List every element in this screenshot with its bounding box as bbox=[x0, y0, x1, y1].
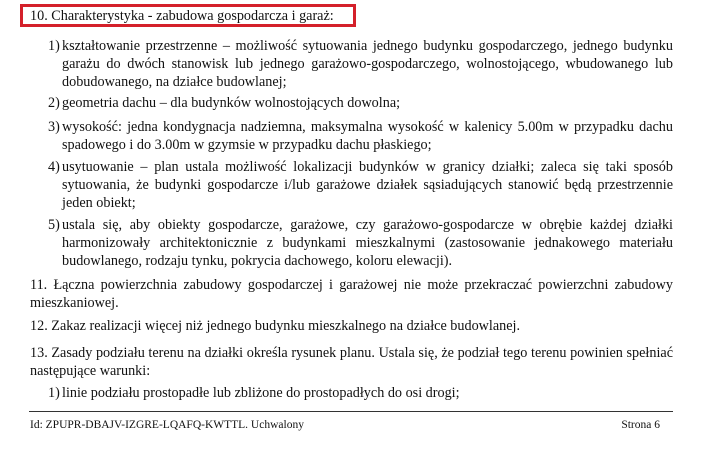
list-item-number: 4) bbox=[48, 159, 60, 175]
list-item-text: ustala się, aby obiekty gospodarcze, garażowe, czy garażowo-gospodarcze w obrębie każdej działki harmonizowały architektonicznie z budynkami mieszkalnymi (zastosowanie jednakowego materiału budowlanego, rodzaju tynku, pokrycia dachowego, koloru elewacji). bbox=[62, 217, 673, 269]
paragraph-text: 12. Zakaz realizacji więcej niż jednego budynku mieszkalnego na działce budowlanej. bbox=[30, 318, 521, 334]
list-item bbox=[48, 37, 673, 91]
footer-page-number: Strona 6 bbox=[621, 419, 660, 431]
list-item bbox=[48, 158, 673, 212]
list-item-text: geometria dachu – dla budynków wolnostojących dowolna; bbox=[62, 95, 401, 111]
section-heading: 10. Charakterystyka - zabudowa gospodarcza i garaż: bbox=[30, 8, 334, 24]
list-item-text: usytuowanie – plan ustala możliwość lokalizacji budynków w granicy działki; zaleca się taki sposób sytuowania, że budynki gospodarcze i/lub garażowe działek sąsiadujących stanowić będą przestrzennie jeden obiekt; bbox=[62, 159, 673, 211]
list-item-text: linie podziału prostopadłe lub zbliżone do prostopadłych do osi drogi; bbox=[62, 385, 460, 401]
list-item-number: 5) bbox=[48, 217, 60, 233]
list-item-text: wysokość: jedna kondygnacja nadziemna, maksymalna wysokość w kalenicy 5.00m w przypadku dachu spadowego i do 3.00m w gzymsie w przypadku dachu płaskiego; bbox=[62, 119, 673, 153]
list-item-number: 1) bbox=[48, 38, 60, 54]
paragraph-item-13 bbox=[30, 344, 673, 380]
list-item bbox=[48, 118, 673, 154]
paragraph-text: 11. Łączna powierzchnia zabudowy gospodarczej i garażowej nie może przekraczać powierzchni zabudowy mieszkaniowej. bbox=[30, 277, 673, 311]
list-item bbox=[48, 216, 673, 270]
list-item bbox=[48, 384, 673, 402]
paragraph-item-11 bbox=[30, 276, 673, 312]
paragraph-item-12 bbox=[30, 317, 673, 335]
list-item-number: 2) bbox=[48, 95, 60, 111]
list-item bbox=[48, 94, 673, 112]
list-item-number: 1) bbox=[48, 385, 60, 401]
footer-divider bbox=[29, 411, 673, 412]
paragraph-text: 13. Zasady podziału terenu na działki określa rysunek planu. Ustala się, że podział tego terenu powinien spełniać następujące warunki: bbox=[30, 345, 673, 379]
list-item-text: kształtowanie przestrzenne – możliwość sytuowania jednego budynku gospodarczego, jednego budynku garażu do dwóch stanowisk lub jednego garażowo-gospodarczego, wolnostojącego, wbudowanego lub dobudowanego, na działce budowlanej; bbox=[62, 38, 673, 90]
list-item-number: 3) bbox=[48, 119, 60, 135]
footer-document-id: Id: ZPUPR-DBAJV-IZGRE-LQAFQ-KWTTL. Uchwalony bbox=[30, 419, 304, 431]
